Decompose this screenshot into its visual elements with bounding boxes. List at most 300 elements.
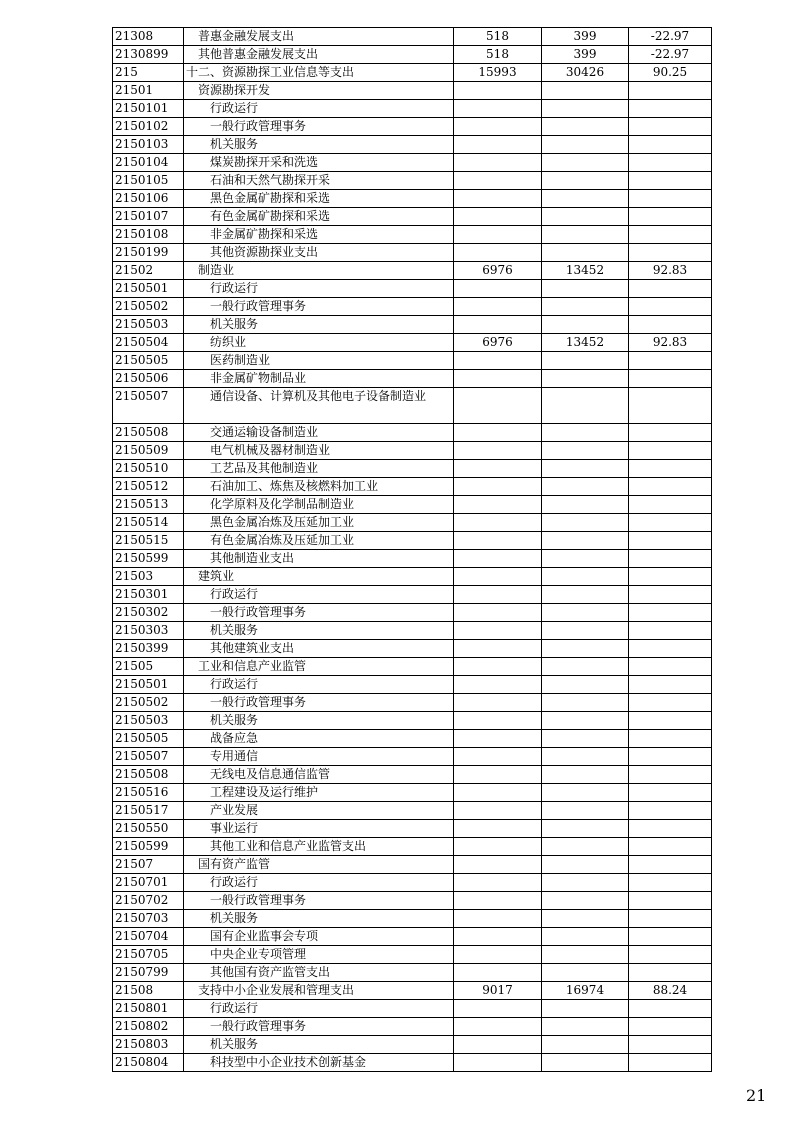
row-code: 2150501	[113, 280, 184, 298]
row-code: 2150502	[113, 694, 184, 712]
row-value-2	[542, 856, 629, 874]
row-value-2	[542, 172, 629, 190]
table-row	[113, 766, 712, 784]
row-value-3	[629, 892, 712, 910]
row-value-2	[542, 946, 629, 964]
row-value-3	[629, 586, 712, 604]
row-value-1	[454, 568, 542, 586]
row-name: 工程建设及运行维护	[184, 784, 454, 802]
row-value-2	[542, 118, 629, 136]
row-code: 2150513	[113, 496, 184, 514]
row-value-1	[454, 1018, 542, 1036]
row-value-2	[542, 532, 629, 550]
row-value-3: 92.83	[629, 262, 712, 280]
row-value-3	[629, 694, 712, 712]
row-code: 2150514	[113, 514, 184, 532]
row-value-2	[542, 370, 629, 388]
table-row	[113, 802, 712, 820]
row-value-3	[629, 316, 712, 334]
row-value-2: 399	[542, 46, 629, 64]
row-value-3	[629, 118, 712, 136]
row-name: 石油和天然气勘探开采	[184, 172, 454, 190]
table-row	[113, 352, 712, 370]
row-value-3	[629, 280, 712, 298]
row-code: 2150106	[113, 190, 184, 208]
row-value-1	[454, 856, 542, 874]
row-code: 2150399	[113, 640, 184, 658]
row-value-3	[629, 748, 712, 766]
row-code: 2150701	[113, 874, 184, 892]
row-code: 21505	[113, 658, 184, 676]
row-name: 非金属矿勘探和采选	[184, 226, 454, 244]
row-value-1	[454, 424, 542, 442]
table-row	[113, 676, 712, 694]
row-value-3	[629, 730, 712, 748]
row-code: 2150199	[113, 244, 184, 262]
row-value-2: 16974	[542, 982, 629, 1000]
row-value-1	[454, 208, 542, 226]
row-value-3	[629, 856, 712, 874]
row-value-3	[629, 424, 712, 442]
row-name: 制造业	[184, 262, 454, 280]
table-row	[113, 118, 712, 136]
row-code: 21308	[113, 28, 184, 46]
row-value-3	[629, 154, 712, 172]
row-value-3	[629, 82, 712, 100]
row-code: 21507	[113, 856, 184, 874]
table-row	[113, 100, 712, 118]
row-code: 2150102	[113, 118, 184, 136]
table-row	[113, 910, 712, 928]
table-row	[113, 1018, 712, 1036]
row-value-3	[629, 550, 712, 568]
row-code: 2150801	[113, 1000, 184, 1018]
table-row	[113, 64, 712, 82]
row-value-2	[542, 208, 629, 226]
row-name: 一般行政管理事务	[184, 892, 454, 910]
row-code: 2150705	[113, 946, 184, 964]
row-value-1	[454, 136, 542, 154]
row-name: 一般行政管理事务	[184, 694, 454, 712]
row-value-2	[542, 496, 629, 514]
row-value-3: -22.97	[629, 28, 712, 46]
table-row	[113, 658, 712, 676]
row-code: 2150703	[113, 910, 184, 928]
row-value-3	[629, 460, 712, 478]
row-value-2	[542, 352, 629, 370]
table-row	[113, 190, 712, 208]
row-value-1	[454, 1054, 542, 1072]
row-value-1	[454, 838, 542, 856]
row-value-1	[454, 802, 542, 820]
row-value-3	[629, 442, 712, 460]
row-value-1	[454, 100, 542, 118]
row-value-1: 518	[454, 46, 542, 64]
row-name: 机关服务	[184, 1036, 454, 1054]
row-value-3	[629, 208, 712, 226]
row-value-1	[454, 874, 542, 892]
row-name: 化学原料及化学制品制造业	[184, 496, 454, 514]
row-code: 2150507	[113, 388, 184, 424]
row-code: 2150599	[113, 838, 184, 856]
row-value-1	[454, 640, 542, 658]
table-row	[113, 370, 712, 388]
row-value-2	[542, 460, 629, 478]
row-name: 其他普惠金融发展支出	[184, 46, 454, 64]
row-name: 一般行政管理事务	[184, 1018, 454, 1036]
row-value-2	[542, 1036, 629, 1054]
row-value-1	[454, 118, 542, 136]
table-row	[113, 514, 712, 532]
row-value-3	[629, 676, 712, 694]
row-value-2	[542, 1018, 629, 1036]
row-value-1	[454, 532, 542, 550]
table-row	[113, 424, 712, 442]
row-value-3	[629, 100, 712, 118]
row-name: 工业和信息产业监管	[184, 658, 454, 676]
row-value-1	[454, 604, 542, 622]
row-name: 机关服务	[184, 712, 454, 730]
row-value-3	[629, 712, 712, 730]
row-value-2	[542, 694, 629, 712]
table-row	[113, 892, 712, 910]
table-row	[113, 154, 712, 172]
row-value-2	[542, 874, 629, 892]
row-name: 机关服务	[184, 622, 454, 640]
row-value-1	[454, 748, 542, 766]
row-value-3	[629, 604, 712, 622]
table-row	[113, 82, 712, 100]
row-value-1	[454, 442, 542, 460]
row-name: 其他制造业支出	[184, 550, 454, 568]
row-value-3	[629, 802, 712, 820]
row-name: 科技型中小企业技术创新基金	[184, 1054, 454, 1072]
row-value-1	[454, 622, 542, 640]
row-code: 2150508	[113, 766, 184, 784]
row-code: 2150104	[113, 154, 184, 172]
row-value-1: 6976	[454, 334, 542, 352]
row-name: 一般行政管理事务	[184, 118, 454, 136]
table-row	[113, 820, 712, 838]
row-name: 其他工业和信息产业监管支出	[184, 838, 454, 856]
table-row	[113, 136, 712, 154]
row-name: 纺织业	[184, 334, 454, 352]
table-row	[113, 244, 712, 262]
row-name: 产业发展	[184, 802, 454, 820]
row-value-1	[454, 172, 542, 190]
table-row	[113, 532, 712, 550]
row-value-3	[629, 568, 712, 586]
row-value-3	[629, 1018, 712, 1036]
row-value-2	[542, 280, 629, 298]
row-name: 交通运输设备制造业	[184, 424, 454, 442]
row-value-1: 15993	[454, 64, 542, 82]
table-row	[113, 388, 712, 424]
row-value-3	[629, 1000, 712, 1018]
row-value-3	[629, 658, 712, 676]
row-name: 煤炭勘探开采和洗选	[184, 154, 454, 172]
row-code: 2150507	[113, 748, 184, 766]
table-row	[113, 442, 712, 460]
row-value-3	[629, 784, 712, 802]
table-row	[113, 334, 712, 352]
row-value-1	[454, 712, 542, 730]
row-value-1	[454, 478, 542, 496]
row-name: 国有资产监管	[184, 856, 454, 874]
budget-table-body	[113, 28, 712, 1072]
row-value-3	[629, 874, 712, 892]
row-value-3: -22.97	[629, 46, 712, 64]
row-value-3	[629, 514, 712, 532]
row-name: 医药制造业	[184, 352, 454, 370]
row-value-2	[542, 478, 629, 496]
row-code: 2150301	[113, 586, 184, 604]
row-code: 2150512	[113, 478, 184, 496]
row-value-1	[454, 1000, 542, 1018]
table-row	[113, 478, 712, 496]
row-value-2	[542, 190, 629, 208]
row-value-2	[542, 154, 629, 172]
row-name: 建筑业	[184, 568, 454, 586]
table-row	[113, 622, 712, 640]
row-name: 行政运行	[184, 100, 454, 118]
row-code: 2150803	[113, 1036, 184, 1054]
row-name: 有色金属冶炼及压延加工业	[184, 532, 454, 550]
table-row	[113, 46, 712, 64]
row-code: 21501	[113, 82, 184, 100]
row-name: 行政运行	[184, 586, 454, 604]
row-value-3: 92.83	[629, 334, 712, 352]
table-row	[113, 460, 712, 478]
row-name: 支持中小企业发展和管理支出	[184, 982, 454, 1000]
row-value-2	[542, 244, 629, 262]
row-value-1	[454, 316, 542, 334]
table-row	[113, 208, 712, 226]
row-value-3: 88.24	[629, 982, 712, 1000]
table-row	[113, 928, 712, 946]
row-name: 一般行政管理事务	[184, 604, 454, 622]
row-value-2	[542, 514, 629, 532]
row-code: 215	[113, 64, 184, 82]
table-row	[113, 856, 712, 874]
row-name: 电气机械及器材制造业	[184, 442, 454, 460]
row-value-3	[629, 478, 712, 496]
table-row	[113, 280, 712, 298]
row-name: 有色金属矿勘探和采选	[184, 208, 454, 226]
row-value-3	[629, 370, 712, 388]
table-row	[113, 730, 712, 748]
row-code: 21508	[113, 982, 184, 1000]
row-name: 通信设备、计算机及其他电子设备制造业	[184, 388, 454, 424]
row-name: 战备应急	[184, 730, 454, 748]
row-name: 普惠金融发展支出	[184, 28, 454, 46]
row-value-1	[454, 676, 542, 694]
row-name: 机关服务	[184, 136, 454, 154]
row-value-3	[629, 352, 712, 370]
row-code: 2150505	[113, 352, 184, 370]
row-value-1	[454, 910, 542, 928]
row-code: 2150303	[113, 622, 184, 640]
row-code: 2150502	[113, 298, 184, 316]
row-code: 2150504	[113, 334, 184, 352]
row-value-2	[542, 748, 629, 766]
row-value-1	[454, 730, 542, 748]
row-value-1	[454, 784, 542, 802]
row-name: 机关服务	[184, 910, 454, 928]
row-value-2: 399	[542, 28, 629, 46]
table-row	[113, 982, 712, 1000]
row-name: 一般行政管理事务	[184, 298, 454, 316]
row-value-3	[629, 136, 712, 154]
budget-table	[112, 27, 712, 1072]
row-code: 2150302	[113, 604, 184, 622]
row-name: 资源勘探开发	[184, 82, 454, 100]
table-row	[113, 550, 712, 568]
row-value-1	[454, 766, 542, 784]
row-code: 2150503	[113, 712, 184, 730]
row-value-3	[629, 1054, 712, 1072]
row-value-2	[542, 910, 629, 928]
row-value-1	[454, 154, 542, 172]
row-name: 事业运行	[184, 820, 454, 838]
row-value-1	[454, 280, 542, 298]
row-value-1	[454, 496, 542, 514]
table-row	[113, 586, 712, 604]
row-code: 2150702	[113, 892, 184, 910]
table-row	[113, 712, 712, 730]
row-name: 行政运行	[184, 874, 454, 892]
table-row	[113, 784, 712, 802]
row-value-1	[454, 244, 542, 262]
row-value-3: 90.25	[629, 64, 712, 82]
row-value-1: 6976	[454, 262, 542, 280]
row-value-3	[629, 244, 712, 262]
row-code: 2150804	[113, 1054, 184, 1072]
row-value-2	[542, 730, 629, 748]
row-code: 2150105	[113, 172, 184, 190]
row-value-3	[629, 820, 712, 838]
row-value-2	[542, 712, 629, 730]
row-code: 2150505	[113, 730, 184, 748]
row-code: 2150503	[113, 316, 184, 334]
table-row	[113, 28, 712, 46]
row-name: 黑色金属冶炼及压延加工业	[184, 514, 454, 532]
row-name: 工艺品及其他制造业	[184, 460, 454, 478]
row-code: 2130899	[113, 46, 184, 64]
row-code: 21503	[113, 568, 184, 586]
row-code: 2150510	[113, 460, 184, 478]
row-code: 2150506	[113, 370, 184, 388]
row-value-2	[542, 640, 629, 658]
row-value-1	[454, 964, 542, 982]
row-name: 黑色金属矿勘探和采选	[184, 190, 454, 208]
row-value-3	[629, 1036, 712, 1054]
table-row	[113, 568, 712, 586]
row-value-3	[629, 910, 712, 928]
row-value-1	[454, 298, 542, 316]
table-row	[113, 1036, 712, 1054]
row-code: 2150501	[113, 676, 184, 694]
table-row	[113, 1000, 712, 1018]
row-code: 2150517	[113, 802, 184, 820]
row-name: 其他国有资产监管支出	[184, 964, 454, 982]
row-value-2	[542, 622, 629, 640]
table-row	[113, 694, 712, 712]
row-value-3	[629, 838, 712, 856]
row-value-2	[542, 784, 629, 802]
row-name: 其他建筑业支出	[184, 640, 454, 658]
row-value-1: 9017	[454, 982, 542, 1000]
row-name: 中央企业专项管理	[184, 946, 454, 964]
table-row	[113, 964, 712, 982]
row-value-1	[454, 460, 542, 478]
row-value-2	[542, 802, 629, 820]
row-value-1	[454, 820, 542, 838]
row-value-3	[629, 946, 712, 964]
table-row	[113, 172, 712, 190]
row-value-1	[454, 388, 542, 424]
row-code: 2150599	[113, 550, 184, 568]
row-value-2: 30426	[542, 64, 629, 82]
row-value-1	[454, 1036, 542, 1054]
row-value-2	[542, 136, 629, 154]
row-value-2	[542, 838, 629, 856]
row-code: 2150516	[113, 784, 184, 802]
table-row	[113, 604, 712, 622]
row-code: 2150802	[113, 1018, 184, 1036]
row-value-2	[542, 1000, 629, 1018]
table-row	[113, 838, 712, 856]
row-value-3	[629, 532, 712, 550]
row-code: 2150103	[113, 136, 184, 154]
row-value-2	[542, 676, 629, 694]
row-code: 2150509	[113, 442, 184, 460]
row-value-3	[629, 622, 712, 640]
table-row	[113, 874, 712, 892]
table-row	[113, 262, 712, 280]
page-number: 21	[746, 1086, 767, 1105]
row-value-2: 13452	[542, 334, 629, 352]
row-value-1	[454, 352, 542, 370]
row-value-2	[542, 928, 629, 946]
row-code: 2150515	[113, 532, 184, 550]
row-value-3	[629, 190, 712, 208]
row-value-2	[542, 100, 629, 118]
row-value-3	[629, 388, 712, 424]
row-value-2	[542, 424, 629, 442]
row-value-1	[454, 190, 542, 208]
row-value-2	[542, 892, 629, 910]
row-name: 十二、资源勘探工业信息等支出	[184, 64, 454, 82]
row-value-2	[542, 586, 629, 604]
table-row	[113, 748, 712, 766]
row-value-3	[629, 964, 712, 982]
row-name: 行政运行	[184, 1000, 454, 1018]
row-value-2	[542, 820, 629, 838]
row-value-2	[542, 316, 629, 334]
table-row	[113, 946, 712, 964]
row-value-2	[542, 766, 629, 784]
row-value-1	[454, 658, 542, 676]
table-row	[113, 226, 712, 244]
row-value-1	[454, 514, 542, 532]
row-name: 机关服务	[184, 316, 454, 334]
row-value-3	[629, 298, 712, 316]
row-code: 2150508	[113, 424, 184, 442]
row-value-2	[542, 298, 629, 316]
row-name: 石油加工、炼焦及核燃料加工业	[184, 478, 454, 496]
row-value-1	[454, 928, 542, 946]
